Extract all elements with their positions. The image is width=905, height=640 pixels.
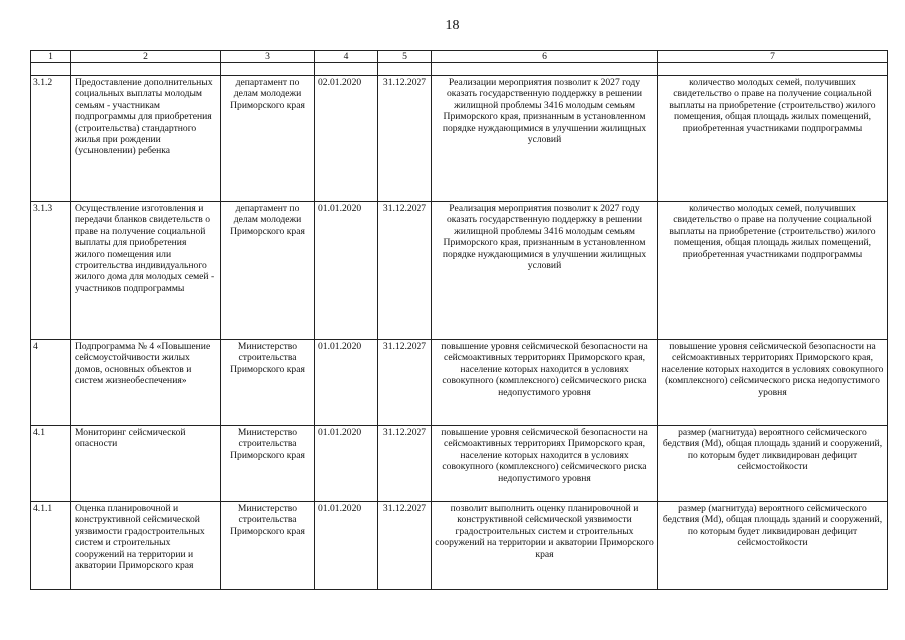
end-date: 31.12.2027 (378, 426, 432, 502)
activity-name: Оценка планировочной и конструктивной сейсмической уязвимости градостроительных систем и строительных сооружений на территории и акватории Приморского края (71, 502, 221, 590)
start-date: 02.01.2020 (315, 76, 378, 202)
target-indicator: количество молодых семей, получивших свидетельство о праве на получение социальной выплаты на приобретение (строительство) жилого помещения, общая площадь жилых помещений, приобретенная участниками подпрограммы (658, 202, 888, 340)
table-row (31, 340, 888, 426)
executor: департамент по делам молодежи Приморского края (221, 76, 315, 202)
start-date: 01.01.2020 (315, 202, 378, 340)
target-indicator: количество молодых семей, получивших свидетельство о праве на получение социальной выплаты на приобретение (строительство) жилого помещения, общая площадь жилых помещений, приобретенная участниками подпрограммы (658, 76, 888, 202)
table-row (31, 502, 888, 590)
spacer-row (31, 63, 888, 76)
expected-result: Реализации мероприятия позволит к 2027 году оказать государственную поддержку в решении жилищной проблемы 3416 молодым семьям Приморского края, признанным в установленном порядке нуждающимися в улучшении жилищных условий (432, 76, 658, 202)
expected-result: повышение уровня сейсмической безопасности на сейсмоактивных территориях Приморского края, население которых находится в условиях совокупного (комплексного) сейсмического риска недопустимого уровня (432, 340, 658, 426)
end-date: 31.12.2027 (378, 202, 432, 340)
column-number: 7 (658, 51, 888, 63)
end-date: 31.12.2027 (378, 340, 432, 426)
row-number: 3.1.3 (31, 202, 71, 340)
executor: Министерство строительства Приморского края (221, 340, 315, 426)
column-number: 4 (315, 51, 378, 63)
row-number: 3.1.2 (31, 76, 71, 202)
activity-name: Предоставление дополнительных социальных выплаты молодым семьям - участникам подпрограммы для приобретения (строительства) стандартного жилья при рождении (усыновлении) ребенка (71, 76, 221, 202)
page-number: 18 (445, 18, 460, 33)
target-indicator: размер (магнитуда) вероятного сейсмического бедствия (Md), общая площадь зданий и сооружений, по которым будет ликвидирован дефицит сейсмостойкости (658, 502, 888, 590)
row-number: 4.1 (31, 426, 71, 502)
column-number: 1 (31, 51, 71, 63)
executor: департамент по делам молодежи Приморского края (221, 202, 315, 340)
target-indicator: размер (магнитуда) вероятного сейсмического бедствия (Md), общая площадь зданий и сооружений, по которым будет ликвидирован дефицит сейсмостойкости (658, 426, 888, 502)
end-date: 31.12.2027 (378, 502, 432, 590)
table-row (31, 426, 888, 502)
row-number: 4 (31, 340, 71, 426)
executor: Министерство строительства Приморского края (221, 426, 315, 502)
activity-name: Осуществление изготовления и передачи бланков свидетельств о праве на получение социальной выплаты для приобретения жилого помещения или строительства индивидуального жилого дома для молодых семей - участников подпрограммы (71, 202, 221, 340)
column-number: 5 (378, 51, 432, 63)
target-indicator: повышение уровня сейсмической безопасности на сейсмоактивных территориях Приморского края, население которых находится в условиях совокупного (комплексного) сейсмического риска недопустимого уровня (658, 340, 888, 426)
expected-result: Реализация мероприятия позволит к 2027 году оказать государственную поддержку в решении жилищной проблемы 3416 молодым семьям Приморского края, признанным в установленном порядке нуждающимися в улучшении жилищных условий (432, 202, 658, 340)
column-number: 6 (432, 51, 658, 63)
activities-table (30, 50, 888, 590)
table-row (31, 202, 888, 340)
column-number: 3 (221, 51, 315, 63)
activity-name: Мониторинг сейсмической опасности (71, 426, 221, 502)
table-row (31, 76, 888, 202)
start-date: 01.01.2020 (315, 502, 378, 590)
column-number: 2 (71, 51, 221, 63)
start-date: 01.01.2020 (315, 340, 378, 426)
expected-result: позволит выполнить оценку планировочной и конструктивной сейсмической уязвимости градостроительных систем и строительных сооружений на территории и акватории Приморского края (432, 502, 658, 590)
end-date: 31.12.2027 (378, 76, 432, 202)
start-date: 01.01.2020 (315, 426, 378, 502)
expected-result: повышение уровня сейсмической безопасности на сейсмоактивных территориях Приморского края, население которых находится в условиях совокупного (комплексного) сейсмического риска недопустимого уровня (432, 426, 658, 502)
executor: Министерство строительства Приморского края (221, 502, 315, 590)
column-number-row (31, 51, 888, 63)
activity-name: Подпрограмма № 4 «Повышение сейсмоустойчивости жилых домов, основных объектов и систем жизнеобеспечения» (71, 340, 221, 426)
row-number: 4.1.1 (31, 502, 71, 590)
